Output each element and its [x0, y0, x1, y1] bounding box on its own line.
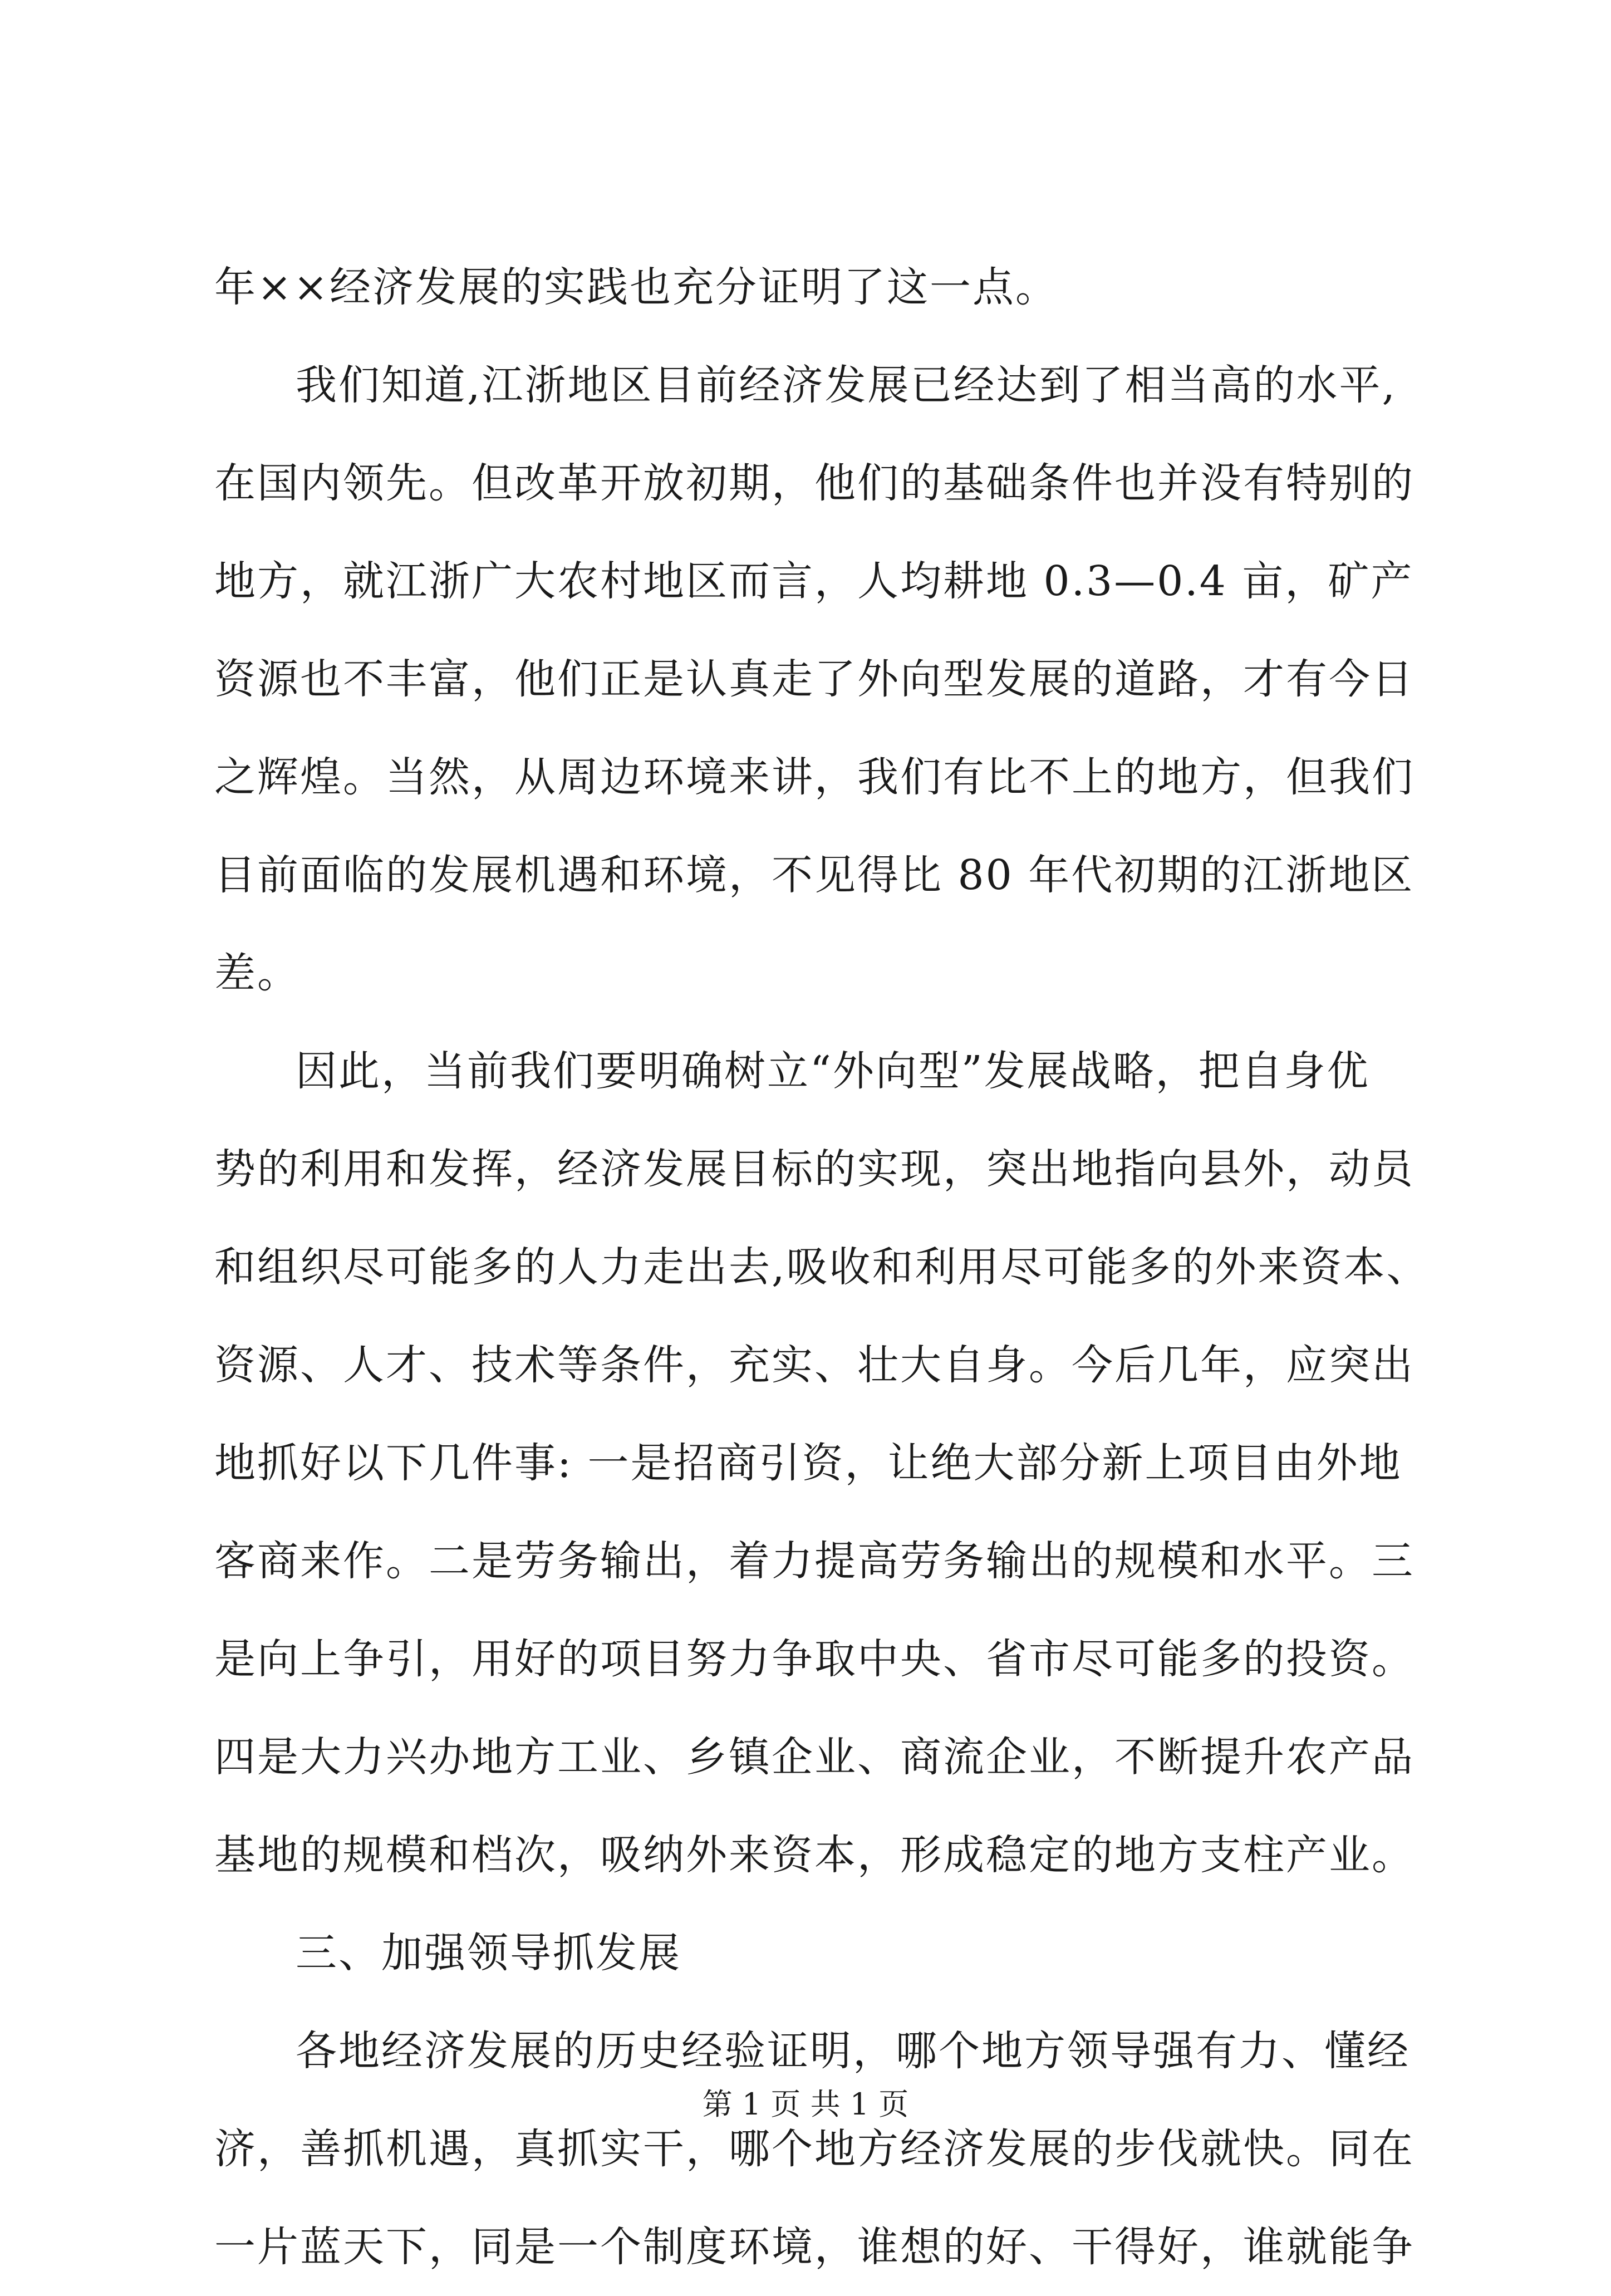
text-line: 地抓好以下几件事: 一是招商引资，让绝大部分新上项目由外地 [214, 1439, 1402, 1487]
text-line: 资源也不丰富，他们正是认真走了外向型发展的道路，才有今日 [214, 655, 1414, 703]
text-line: 在国内领先。但改革开放初期，他们的基础条件也并没有特别的 [214, 459, 1414, 507]
text-line: 一片蓝天下，同是一个制度环境，谁想的好、干得好，谁就能争 [214, 2223, 1414, 2271]
document-body [214, 238, 1439, 2296]
text-line: 基地的规模和档次，吸纳外来资本，形成稳定的地方支柱产业。 [214, 1831, 1414, 1879]
text-line: 是向上争引，用好的项目努力争取中央、省市尽可能多的投资。 [214, 1635, 1414, 1683]
text-line: 目前面临的发展机遇和环境，不见得比 80 年代初期的江浙地区 [214, 851, 1414, 899]
text-line: 地方，就江浙广大农村地区而言，人均耕地 0.3—0.4 亩，矿产 [214, 557, 1414, 605]
page-footer: 第 1 页 共 1 页 [702, 2087, 909, 2122]
text-line: 势的利用和发挥，经济发展目标的实现，突出地指向县外，动员 [214, 1145, 1414, 1193]
text-line: 和组织尽可能多的人力走出去,吸收和利用尽可能多的外来资本、 [214, 1243, 1430, 1291]
text-line: 我们知道,江浙地区目前经济发展已经达到了相当高的水平, [296, 361, 1397, 409]
text-line: 三、加强领导抓发展 [296, 1929, 681, 1977]
text-line: 各地经济发展的历史经验证明，哪个地方领导强有力、懂经 [296, 2027, 1410, 2075]
text-line: 差。 [214, 949, 300, 997]
text-line: 客商来作。二是劳务输出，着力提高劳务输出的规模和水平。三 [214, 1537, 1414, 1585]
text-line: 年××经济发展的实践也充分证明了这一点。 [214, 263, 1059, 311]
text-line: 四是大力兴办地方工业、乡镇企业、商流企业，不断提升农产品 [214, 1733, 1414, 1781]
text-line: 济，善抓机遇，真抓实干，哪个地方经济发展的步伐就快。同在 [214, 2125, 1414, 2173]
text-line: 资源、人才、技术等条件，充实、壮大自身。今后几年，应突出 [214, 1341, 1414, 1389]
text-line: 因此，当前我们要明确树立“外向型”发展战略，把自身优 [296, 1047, 1370, 1095]
text-line: 之辉煌。当然，从周边环境来讲，我们有比不上的地方，但我们 [214, 753, 1414, 801]
